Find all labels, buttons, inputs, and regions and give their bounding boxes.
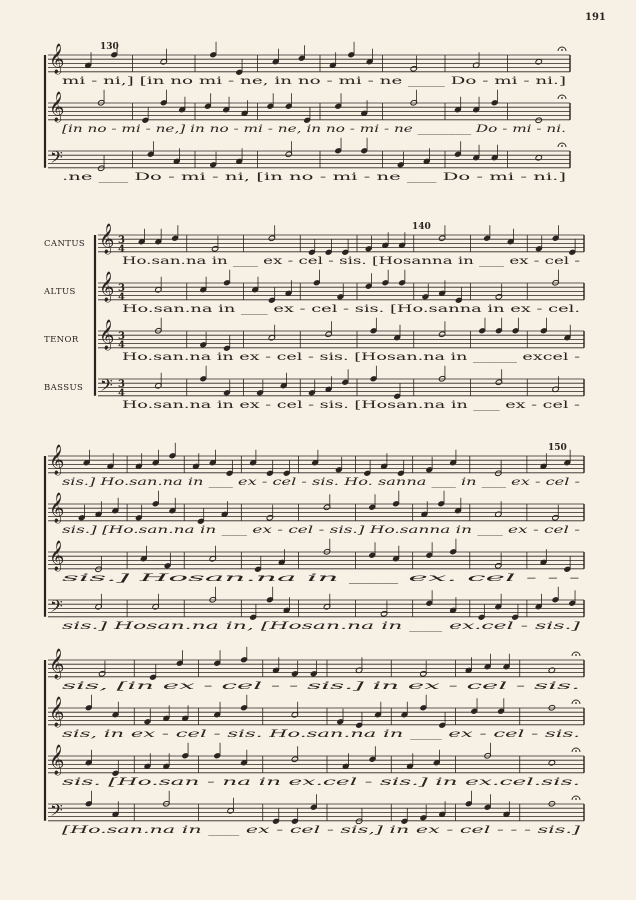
time-signature-top: 3 bbox=[118, 379, 125, 390]
lyric-line: sis.] [Ho.san.na in ___ ex - cel - sis.] Ho.sanna in ___ ex - cel - bbox=[62, 523, 581, 536]
time-signature-bottom: 4 bbox=[118, 244, 125, 255]
time-signature-bottom: 4 bbox=[118, 292, 125, 303]
treble-clef-icon: 𝄞 bbox=[99, 320, 115, 350]
voice-label-tenor: TENOR bbox=[44, 335, 79, 345]
lyric-line: mi - ni,] [in no mi - ne, in no - mi - ne ____ Do - mi - ni.] bbox=[62, 74, 566, 87]
bass-clef-icon: 𝄢 bbox=[50, 800, 63, 824]
lyric-line: Ho.san.na in ___ ex - cel - sis. [Ho.sanna in ex - cel. bbox=[122, 302, 580, 315]
lyric-line: sis.] Hosan.na in, [Hosan.na in ___ ex.cel - sis.] bbox=[62, 619, 582, 632]
time-signature-top: 3 bbox=[118, 235, 125, 246]
voice-label-bassus: BASSUS bbox=[44, 383, 84, 393]
treble-clef-icon: 𝄞 bbox=[49, 493, 65, 523]
treble-clef-icon: 𝄞 bbox=[49, 44, 65, 74]
voice-label-altus: ALTUS bbox=[44, 287, 76, 297]
lyric-line: Ho.san.na in ex - cel - sis. [Hosan.na in _____ excel - bbox=[122, 350, 581, 363]
time-signature-bottom: 4 bbox=[118, 340, 125, 351]
treble-clef-icon: 𝄞 bbox=[49, 697, 65, 727]
treble-clef-icon: 𝄞 bbox=[49, 649, 65, 679]
treble-clef-icon: 𝄞 bbox=[49, 745, 65, 775]
measure-number: 130 bbox=[100, 42, 119, 52]
lyric-line: Ho.san.na in ___ ex - cel - sis. [Hosanna in ___ ex - cel - bbox=[122, 254, 581, 267]
measure-number: 140 bbox=[412, 222, 431, 232]
lyric-line: [Ho.san.na in ___ ex - cel - sis,] in ex - cel - - - sis.] bbox=[62, 823, 582, 836]
treble-clef-icon: 𝄞 bbox=[49, 541, 65, 571]
time-signature-top: 3 bbox=[118, 331, 125, 342]
bass-clef-icon: 𝄢 bbox=[100, 375, 113, 399]
lyric-line: [in no - mi - ne,] in no - mi - ne, in no - mi - ne _______ Do - mi - ni. bbox=[62, 122, 566, 135]
lyric-line: sis.] Hosan.na in ___ ex. cel - - - bbox=[62, 571, 582, 584]
treble-clef-icon: 𝄞 bbox=[99, 224, 115, 254]
treble-clef-icon: 𝄞 bbox=[49, 92, 65, 122]
lyric-line: Ho.san.na in ex - cel - sis. [Hosan.na in ___ ex - cel - bbox=[122, 398, 581, 411]
lyric-line: sis.] Ho.san.na in ___ ex - cel - sis. Ho. sanna ___ in ___ ex - cel - bbox=[62, 475, 581, 488]
lyric-line: sis, in ex - cel - sis. Ho.san.na in ___ ex - cel - sis. bbox=[62, 727, 580, 740]
treble-clef-icon: 𝄞 bbox=[49, 445, 65, 475]
bass-clef-icon: 𝄢 bbox=[50, 596, 63, 620]
measure-number: 150 bbox=[548, 443, 567, 453]
bass-clef-icon: 𝄢 bbox=[50, 147, 63, 171]
lyric-line: sis, [in ex - cel - - sis.] in ex - cel - sis. bbox=[62, 679, 580, 692]
lyric-line: .ne ___ Do - mi - ni, [in no - mi - ne ___ Do - mi - ni.] bbox=[62, 170, 566, 183]
lyric-line: sis. [Ho.san - na in ex.cel - sis.] in ex.cel.sis. bbox=[62, 775, 580, 788]
time-signature-top: 3 bbox=[118, 283, 125, 294]
treble-clef-icon: 𝄞 bbox=[99, 272, 115, 302]
time-signature-bottom: 4 bbox=[118, 388, 125, 399]
voice-label-cantus: CANTUS bbox=[44, 239, 86, 249]
page-number: 191 bbox=[585, 12, 606, 23]
